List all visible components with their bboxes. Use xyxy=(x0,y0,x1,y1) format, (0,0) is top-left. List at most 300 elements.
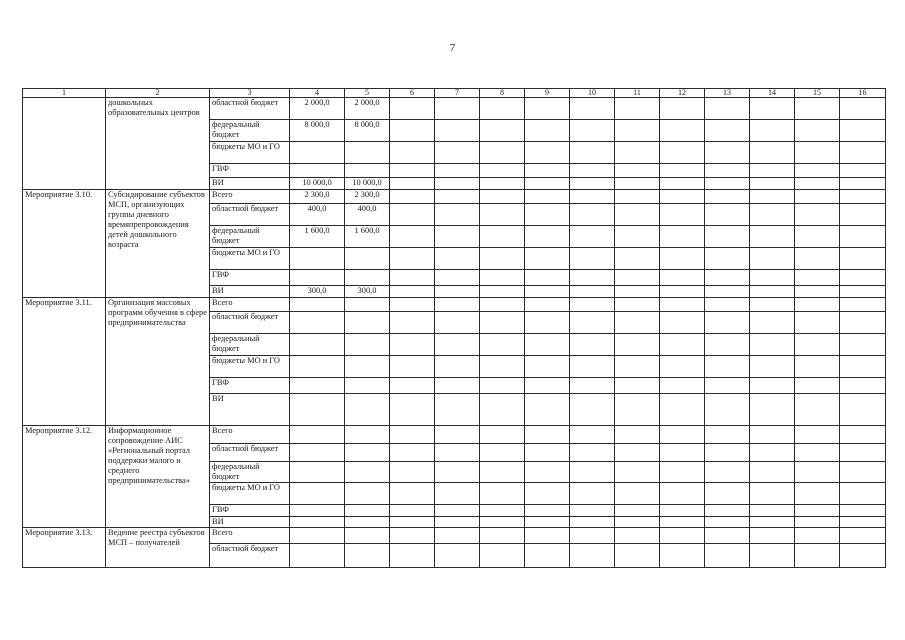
empty-cell-col16 xyxy=(840,120,886,142)
empty-cell-col7 xyxy=(435,483,480,505)
value-col4-cell xyxy=(290,298,345,312)
empty-cell-col7 xyxy=(435,312,480,334)
empty-cell-col15 xyxy=(795,164,840,178)
empty-cell-col6 xyxy=(390,444,435,462)
empty-cell-col15 xyxy=(795,334,840,356)
funding-source-cell: Всего xyxy=(210,528,290,544)
empty-cell-col14 xyxy=(750,378,795,394)
empty-cell-col14 xyxy=(750,120,795,142)
value-col5-cell: 2 300,0 xyxy=(345,190,390,204)
empty-cell-col16 xyxy=(840,178,886,190)
empty-cell-col12 xyxy=(660,164,705,178)
value-col4-cell: 400,0 xyxy=(290,204,345,226)
funding-source-cell: Всего xyxy=(210,190,290,204)
empty-cell-col7 xyxy=(435,120,480,142)
empty-cell-col10 xyxy=(570,544,615,568)
empty-cell-col15 xyxy=(795,286,840,298)
column-header-6: 6 xyxy=(390,89,435,98)
funding-source-cell: Всего xyxy=(210,298,290,312)
empty-cell-col7 xyxy=(435,270,480,286)
empty-cell-col10 xyxy=(570,178,615,190)
empty-cell-col11 xyxy=(615,426,660,444)
empty-cell-col15 xyxy=(795,394,840,426)
value-col5-cell: 8 000,0 xyxy=(345,120,390,142)
empty-cell-col6 xyxy=(390,517,435,528)
value-col5-cell xyxy=(345,270,390,286)
empty-cell-col10 xyxy=(570,505,615,517)
empty-cell-col16 xyxy=(840,286,886,298)
funding-source-cell: бюджеты МО и ГО xyxy=(210,483,290,505)
empty-cell-col13 xyxy=(705,378,750,394)
empty-cell-col14 xyxy=(750,248,795,270)
empty-cell-col7 xyxy=(435,142,480,164)
empty-cell-col8 xyxy=(480,517,525,528)
empty-cell-col14 xyxy=(750,226,795,248)
empty-cell-col16 xyxy=(840,378,886,394)
empty-cell-col9 xyxy=(525,426,570,444)
empty-cell-col6 xyxy=(390,142,435,164)
empty-cell-col8 xyxy=(480,444,525,462)
value-col5-cell xyxy=(345,378,390,394)
empty-cell-col14 xyxy=(750,528,795,544)
empty-cell-col14 xyxy=(750,204,795,226)
empty-cell-col11 xyxy=(615,164,660,178)
column-header-4: 4 xyxy=(290,89,345,98)
empty-cell-col15 xyxy=(795,270,840,286)
empty-cell-col16 xyxy=(840,517,886,528)
table-row xyxy=(23,298,886,312)
empty-cell-col6 xyxy=(390,544,435,568)
value-col4-cell xyxy=(290,505,345,517)
empty-cell-col6 xyxy=(390,394,435,426)
empty-cell-col6 xyxy=(390,286,435,298)
empty-cell-col10 xyxy=(570,120,615,142)
empty-cell-col11 xyxy=(615,444,660,462)
empty-cell-col13 xyxy=(705,226,750,248)
value-col5-cell xyxy=(345,426,390,444)
empty-cell-col13 xyxy=(705,334,750,356)
empty-cell-col13 xyxy=(705,462,750,483)
empty-cell-col11 xyxy=(615,178,660,190)
empty-cell-col15 xyxy=(795,505,840,517)
empty-cell-col8 xyxy=(480,98,525,120)
empty-cell-col10 xyxy=(570,164,615,178)
funding-source-cell: ВИ xyxy=(210,178,290,190)
empty-cell-col7 xyxy=(435,164,480,178)
empty-cell-col13 xyxy=(705,204,750,226)
empty-cell-col13 xyxy=(705,178,750,190)
value-col4-cell: 8 000,0 xyxy=(290,120,345,142)
empty-cell-col16 xyxy=(840,98,886,120)
empty-cell-col7 xyxy=(435,544,480,568)
empty-cell-col10 xyxy=(570,528,615,544)
empty-cell-col7 xyxy=(435,98,480,120)
empty-cell-col11 xyxy=(615,544,660,568)
empty-cell-col8 xyxy=(480,378,525,394)
value-col5-cell xyxy=(345,312,390,334)
empty-cell-col11 xyxy=(615,517,660,528)
empty-cell-col9 xyxy=(525,142,570,164)
empty-cell-col13 xyxy=(705,394,750,426)
empty-cell-col9 xyxy=(525,164,570,178)
empty-cell-col14 xyxy=(750,164,795,178)
empty-cell-col11 xyxy=(615,226,660,248)
empty-cell-col14 xyxy=(750,517,795,528)
empty-cell-col11 xyxy=(615,98,660,120)
funding-source-cell: ГВФ xyxy=(210,505,290,517)
empty-cell-col10 xyxy=(570,248,615,270)
column-header-11: 11 xyxy=(615,89,660,98)
funding-source-cell: ВИ xyxy=(210,517,290,528)
empty-cell-col9 xyxy=(525,120,570,142)
empty-cell-col16 xyxy=(840,356,886,378)
empty-cell-col6 xyxy=(390,334,435,356)
funding-source-cell: ВИ xyxy=(210,394,290,426)
empty-cell-col9 xyxy=(525,544,570,568)
empty-cell-col12 xyxy=(660,462,705,483)
value-col5-cell xyxy=(345,517,390,528)
empty-cell-col13 xyxy=(705,517,750,528)
event-name-cell: Мероприятие 3.11. xyxy=(23,298,106,426)
empty-cell-col14 xyxy=(750,462,795,483)
empty-cell-col9 xyxy=(525,483,570,505)
empty-cell-col11 xyxy=(615,286,660,298)
funding-source-cell: федеральный бюджет xyxy=(210,334,290,356)
empty-cell-col14 xyxy=(750,426,795,444)
empty-cell-col12 xyxy=(660,248,705,270)
empty-cell-col13 xyxy=(705,270,750,286)
empty-cell-col15 xyxy=(795,190,840,204)
empty-cell-col13 xyxy=(705,505,750,517)
empty-cell-col15 xyxy=(795,544,840,568)
empty-cell-col11 xyxy=(615,528,660,544)
empty-cell-col13 xyxy=(705,483,750,505)
value-col5-cell: 1 600,0 xyxy=(345,226,390,248)
empty-cell-col12 xyxy=(660,444,705,462)
empty-cell-col8 xyxy=(480,120,525,142)
empty-cell-col15 xyxy=(795,178,840,190)
empty-cell-col14 xyxy=(750,544,795,568)
empty-cell-col16 xyxy=(840,204,886,226)
empty-cell-col6 xyxy=(390,505,435,517)
empty-cell-col10 xyxy=(570,204,615,226)
empty-cell-col10 xyxy=(570,312,615,334)
empty-cell-col8 xyxy=(480,178,525,190)
table-row xyxy=(23,190,886,204)
empty-cell-col15 xyxy=(795,483,840,505)
empty-cell-col15 xyxy=(795,248,840,270)
event-name-cell xyxy=(23,98,106,190)
funding-source-cell: областной бюджет xyxy=(210,312,290,334)
empty-cell-col11 xyxy=(615,378,660,394)
value-col5-cell xyxy=(345,248,390,270)
empty-cell-col10 xyxy=(570,394,615,426)
empty-cell-col13 xyxy=(705,142,750,164)
empty-cell-col16 xyxy=(840,164,886,178)
empty-cell-col8 xyxy=(480,286,525,298)
empty-cell-col10 xyxy=(570,334,615,356)
empty-cell-col7 xyxy=(435,248,480,270)
empty-cell-col12 xyxy=(660,544,705,568)
empty-cell-col9 xyxy=(525,190,570,204)
value-col5-cell: 10 000,0 xyxy=(345,178,390,190)
empty-cell-col8 xyxy=(480,248,525,270)
empty-cell-col16 xyxy=(840,444,886,462)
empty-cell-col7 xyxy=(435,226,480,248)
empty-cell-col13 xyxy=(705,356,750,378)
empty-cell-col14 xyxy=(750,142,795,164)
funding-source-cell: ГВФ xyxy=(210,164,290,178)
funding-source-cell: бюджеты МО и ГО xyxy=(210,142,290,164)
budget-table xyxy=(22,88,886,568)
column-header-5: 5 xyxy=(345,89,390,98)
event-description-cell: Ведение реестра субъектов МСП – получателей xyxy=(106,528,210,568)
empty-cell-col10 xyxy=(570,298,615,312)
empty-cell-col8 xyxy=(480,426,525,444)
empty-cell-col13 xyxy=(705,426,750,444)
funding-source-cell: областной бюджет xyxy=(210,204,290,226)
value-col5-cell xyxy=(345,334,390,356)
value-col5-cell xyxy=(345,164,390,178)
value-col4-cell: 10 000,0 xyxy=(290,178,345,190)
empty-cell-col16 xyxy=(840,505,886,517)
empty-cell-col9 xyxy=(525,394,570,426)
event-description-cell: Информационное сопровождение АИС «Региональный портал поддержки малого и среднего предпринимательства» xyxy=(106,426,210,528)
empty-cell-col11 xyxy=(615,142,660,164)
empty-cell-col7 xyxy=(435,204,480,226)
empty-cell-col11 xyxy=(615,462,660,483)
empty-cell-col10 xyxy=(570,517,615,528)
value-col5-cell xyxy=(345,394,390,426)
empty-cell-col7 xyxy=(435,190,480,204)
table-body xyxy=(23,98,886,568)
empty-cell-col12 xyxy=(660,334,705,356)
empty-cell-col14 xyxy=(750,298,795,312)
event-name-cell: Мероприятие 3.10. xyxy=(23,190,106,298)
empty-cell-col9 xyxy=(525,528,570,544)
column-header-9: 9 xyxy=(525,89,570,98)
empty-cell-col16 xyxy=(840,394,886,426)
empty-cell-col12 xyxy=(660,528,705,544)
empty-cell-col14 xyxy=(750,394,795,426)
value-col5-cell xyxy=(345,444,390,462)
empty-cell-col8 xyxy=(480,298,525,312)
column-header-1: 1 xyxy=(23,89,106,98)
empty-cell-col13 xyxy=(705,444,750,462)
empty-cell-col11 xyxy=(615,248,660,270)
event-name-cell: Мероприятие 3.12. xyxy=(23,426,106,528)
empty-cell-col12 xyxy=(660,286,705,298)
column-header-7: 7 xyxy=(435,89,480,98)
empty-cell-col7 xyxy=(435,394,480,426)
value-col4-cell xyxy=(290,426,345,444)
empty-cell-col15 xyxy=(795,298,840,312)
empty-cell-col10 xyxy=(570,378,615,394)
empty-cell-col15 xyxy=(795,517,840,528)
empty-cell-col7 xyxy=(435,528,480,544)
empty-cell-col7 xyxy=(435,462,480,483)
value-col4-cell xyxy=(290,517,345,528)
empty-cell-col9 xyxy=(525,334,570,356)
empty-cell-col11 xyxy=(615,356,660,378)
empty-cell-col9 xyxy=(525,286,570,298)
empty-cell-col16 xyxy=(840,426,886,444)
empty-cell-col6 xyxy=(390,120,435,142)
empty-cell-col14 xyxy=(750,483,795,505)
empty-cell-col15 xyxy=(795,356,840,378)
empty-cell-col11 xyxy=(615,204,660,226)
empty-cell-col15 xyxy=(795,444,840,462)
value-col4-cell: 2 300,0 xyxy=(290,190,345,204)
column-header-13: 13 xyxy=(705,89,750,98)
empty-cell-col7 xyxy=(435,517,480,528)
empty-cell-col6 xyxy=(390,312,435,334)
empty-cell-col12 xyxy=(660,378,705,394)
empty-cell-col13 xyxy=(705,248,750,270)
empty-cell-col16 xyxy=(840,248,886,270)
value-col4-cell xyxy=(290,394,345,426)
funding-source-cell: бюджеты МО и ГО xyxy=(210,248,290,270)
value-col5-cell: 300,0 xyxy=(345,286,390,298)
empty-cell-col15 xyxy=(795,426,840,444)
empty-cell-col12 xyxy=(660,312,705,334)
empty-cell-col15 xyxy=(795,528,840,544)
empty-cell-col10 xyxy=(570,356,615,378)
empty-cell-col16 xyxy=(840,190,886,204)
empty-cell-col9 xyxy=(525,312,570,334)
empty-cell-col7 xyxy=(435,444,480,462)
empty-cell-col7 xyxy=(435,505,480,517)
empty-cell-col12 xyxy=(660,270,705,286)
funding-source-cell: областной бюджет xyxy=(210,444,290,462)
funding-source-cell: федеральный бюджет xyxy=(210,120,290,142)
empty-cell-col9 xyxy=(525,444,570,462)
value-col5-cell xyxy=(345,528,390,544)
value-col4-cell xyxy=(290,483,345,505)
value-col4-cell xyxy=(290,142,345,164)
empty-cell-col12 xyxy=(660,505,705,517)
value-col4-cell xyxy=(290,270,345,286)
empty-cell-col16 xyxy=(840,270,886,286)
empty-cell-col8 xyxy=(480,483,525,505)
empty-cell-col13 xyxy=(705,312,750,334)
empty-cell-col13 xyxy=(705,120,750,142)
value-col4-cell xyxy=(290,164,345,178)
empty-cell-col15 xyxy=(795,142,840,164)
empty-cell-col12 xyxy=(660,178,705,190)
empty-cell-col13 xyxy=(705,286,750,298)
empty-cell-col6 xyxy=(390,426,435,444)
empty-cell-col11 xyxy=(615,483,660,505)
empty-cell-col7 xyxy=(435,426,480,444)
empty-cell-col7 xyxy=(435,178,480,190)
value-col5-cell xyxy=(345,298,390,312)
column-number-header-row xyxy=(23,89,886,98)
empty-cell-col12 xyxy=(660,142,705,164)
empty-cell-col8 xyxy=(480,270,525,286)
table-row xyxy=(23,98,886,120)
empty-cell-col10 xyxy=(570,286,615,298)
value-col4-cell xyxy=(290,334,345,356)
empty-cell-col12 xyxy=(660,483,705,505)
empty-cell-col16 xyxy=(840,544,886,568)
empty-cell-col6 xyxy=(390,483,435,505)
empty-cell-col11 xyxy=(615,394,660,426)
empty-cell-col14 xyxy=(750,444,795,462)
empty-cell-col15 xyxy=(795,312,840,334)
funding-source-cell: ВИ xyxy=(210,286,290,298)
column-header-10: 10 xyxy=(570,89,615,98)
empty-cell-col7 xyxy=(435,356,480,378)
empty-cell-col8 xyxy=(480,394,525,426)
empty-cell-col16 xyxy=(840,142,886,164)
empty-cell-col8 xyxy=(480,505,525,517)
empty-cell-col10 xyxy=(570,444,615,462)
empty-cell-col6 xyxy=(390,378,435,394)
event-description-cell: дошкольных образовательных центров xyxy=(106,98,210,190)
empty-cell-col15 xyxy=(795,98,840,120)
empty-cell-col13 xyxy=(705,544,750,568)
value-col4-cell: 1 600,0 xyxy=(290,226,345,248)
column-header-3: 3 xyxy=(210,89,290,98)
empty-cell-col8 xyxy=(480,164,525,178)
value-col5-cell xyxy=(345,356,390,378)
column-header-12: 12 xyxy=(660,89,705,98)
empty-cell-col14 xyxy=(750,190,795,204)
empty-cell-col7 xyxy=(435,298,480,312)
empty-cell-col6 xyxy=(390,248,435,270)
empty-cell-col8 xyxy=(480,190,525,204)
table-row xyxy=(23,528,886,544)
empty-cell-col16 xyxy=(840,226,886,248)
empty-cell-col6 xyxy=(390,164,435,178)
empty-cell-col15 xyxy=(795,226,840,248)
empty-cell-col7 xyxy=(435,286,480,298)
value-col4-cell: 300,0 xyxy=(290,286,345,298)
empty-cell-col11 xyxy=(615,312,660,334)
value-col4-cell xyxy=(290,528,345,544)
empty-cell-col16 xyxy=(840,298,886,312)
empty-cell-col10 xyxy=(570,462,615,483)
empty-cell-col13 xyxy=(705,190,750,204)
empty-cell-col12 xyxy=(660,190,705,204)
funding-source-cell: Всего xyxy=(210,426,290,444)
empty-cell-col14 xyxy=(750,98,795,120)
funding-source-cell: федеральный бюджет xyxy=(210,226,290,248)
empty-cell-col12 xyxy=(660,298,705,312)
empty-cell-col8 xyxy=(480,142,525,164)
empty-cell-col9 xyxy=(525,298,570,312)
column-header-15: 15 xyxy=(795,89,840,98)
empty-cell-col16 xyxy=(840,312,886,334)
column-header-16: 16 xyxy=(840,89,886,98)
value-col4-cell xyxy=(290,312,345,334)
value-col4-cell xyxy=(290,378,345,394)
value-col5-cell xyxy=(345,142,390,164)
empty-cell-col11 xyxy=(615,505,660,517)
empty-cell-col12 xyxy=(660,120,705,142)
empty-cell-col14 xyxy=(750,270,795,286)
empty-cell-col9 xyxy=(525,98,570,120)
empty-cell-col12 xyxy=(660,517,705,528)
empty-cell-col10 xyxy=(570,426,615,444)
empty-cell-col14 xyxy=(750,286,795,298)
value-col4-cell xyxy=(290,444,345,462)
empty-cell-col8 xyxy=(480,204,525,226)
table-row xyxy=(23,426,886,444)
empty-cell-col6 xyxy=(390,528,435,544)
empty-cell-col8 xyxy=(480,528,525,544)
